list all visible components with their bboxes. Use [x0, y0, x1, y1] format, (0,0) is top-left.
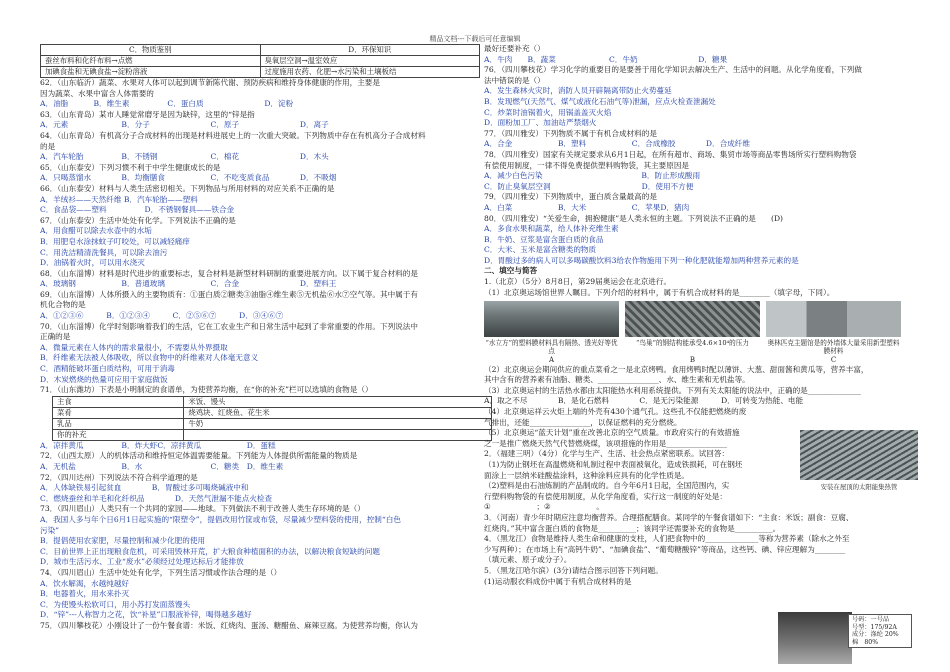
- text-line: A．微量元素在人体内的需求量很小，不需要从外界摄取: [40, 342, 228, 352]
- text-line: 机化合物的是: [40, 300, 86, 310]
- text-line: C．用洗洁精清洗餐具，可以除去油污: [40, 247, 168, 257]
- text-line: 78．（四川雅安）国家有关规定要求从6月1日起，在所有超市、商场、集贸市场等商品零售场所实行塑料购物袋: [484, 149, 857, 159]
- text-line: 红烧肉。”其中富含蛋白质的食物是__________；该同学还需要补充的食物是__________。: [484, 523, 781, 533]
- text-line: 69．（山东淄博）人体所摄入的主要物质有：①蛋白质②糖类③油脂④维生素⑤无机盐⑥水⑦空气等。其中属于有: [40, 289, 418, 299]
- text-line: A．我国人多与年个日6月1日起实施的“限塑令”，提倡改用竹筐或布袋，尽量减少塑料袋的使用，控制“白色: [40, 514, 401, 524]
- text-line: A．①②③⑥ B．①②③④ C．②⑤⑥⑦ D．③④⑥⑦: [40, 311, 284, 321]
- text-line: 气排出，还能________________，以保证燃料的充分燃烧。: [484, 417, 682, 427]
- text-line: C．目前世界上正出现粮食危机，可采用毁林开荒，扩大粮食种植面积的办法，以解决粮食短缺的问题: [40, 546, 380, 556]
- text-line: （3）北京奥运村的生活热水都由太阳能热水利用系统提供。下列有关太阳能的说法中，正确的是______________: [484, 385, 861, 395]
- table-row: [53, 407, 492, 418]
- text-line: D．城市生活污水、工业“废水”必须经过处理达标后才能排放: [40, 557, 244, 567]
- table-cell: 烧鸡块、红烧鱼、花生米: [184, 407, 492, 418]
- table-cell: 臭氧层空洞→温室效应: [260, 56, 480, 67]
- text-line: 67．（山东泰安）生活中处处有化学。下列说法不正确的是: [40, 215, 236, 225]
- text-line: C．大米、玉米是富含糖类的物质: [484, 245, 597, 255]
- table-row: [41, 67, 480, 78]
- text-line: 75．（四川攀枝花）小刚设计了一份午餐食谱：米饭、红烧肉、蛋汤、糖醋鱼、麻辣豆腐。为使营养均衡，你认为: [40, 620, 418, 630]
- photo-caption: 奥林匹克主题馆是的外墙体大量采用新型塑料膜材料: [767, 339, 900, 356]
- text-line: A．减少白色污染 B．防止形成酸雨: [484, 171, 701, 181]
- water-cube-photo: [484, 301, 619, 337]
- photo-label: C: [830, 355, 837, 364]
- text-line: 76．（四川攀枝花）学习化学的重要目的是要善于用化学知识去解决生产、生活中的问题。从化学角度看，下列做: [484, 65, 862, 75]
- text-line: 其中含有的营养素有油脂、糖类、________________、水、维生素和无机盐等。: [484, 375, 750, 385]
- left-column: [40, 44, 480, 632]
- solar-photo-caption: 安装在屋顶的太阳能集热管: [820, 483, 898, 491]
- text-line: 有偿使用制度，一律不得免费提供塑料购物袋，其主要原因是: [484, 160, 690, 170]
- text-line: 64．（山东青岛）有机高分子合成材料的出现是材料进展史上的一次重大突破。下列物质中存在有机高分子合成材料: [40, 130, 426, 140]
- text-line: 68．（山东淄博）材料是时代进步的重要标志，复合材料是新型材料研制的重要进展方向。以下属于复合材料的是: [40, 268, 418, 278]
- birds-nest-photo: [625, 301, 760, 337]
- table-cell: 牛奶: [184, 418, 492, 429]
- table-row: [53, 396, 492, 407]
- text-line: 法中错误的是（）: [484, 75, 545, 85]
- table-cell: C．物质鉴别: [41, 45, 261, 56]
- text-line: 的是: [40, 141, 56, 151]
- photo-caption: “水立方”的塑料膜材料具有隔热、透光好等优点: [485, 339, 618, 356]
- text-line: 面涂上一层纳米硅酸盐涂料，这种涂料应具有的化学性质是。: [484, 470, 690, 480]
- text-line: B．电器着火，用水来扑灭: [40, 589, 130, 599]
- photo-captions: [484, 339, 916, 355]
- table-row: [41, 56, 480, 67]
- text-line: 72．（四川达州）下列说法不符合科学道理的是: [40, 472, 198, 482]
- text-line: (1)运动服衣料成份中属于有机合成材料的是: [484, 576, 632, 586]
- text-line: 77．（四川雅安）下列物质不属于有机合成材料的是: [484, 128, 657, 138]
- table-cell: [184, 429, 492, 440]
- text-line: D．胃酸过多的病人可以多喝碳酸饮料3给农作物施用下列一种化肥就能增加两种营养元素的是: [484, 255, 799, 265]
- text-line: （填元素、原子或分子）。: [484, 555, 572, 565]
- text-line: C．燃烧蚕丝和羊毛和化纤织品 D．天然气泄漏不能点火检查: [40, 493, 273, 503]
- table-cell: 过度施用农药、化肥→水污染和土壤板结: [260, 67, 480, 78]
- text-line: A．饮水解渴，水越纯越好: [40, 578, 130, 588]
- text-line: 因为蔬菜、水果中富含人体需要的: [40, 88, 154, 98]
- text-line: 63．（山东青岛）某市人睡觉常磨牙是因为缺锌，这里的“锌是指: [40, 109, 255, 119]
- solar-collector-photo: [800, 430, 918, 480]
- text-line: B．牛奶、豆浆是富含蛋白质的食品: [484, 234, 604, 244]
- card-line: 棉 80%: [852, 638, 879, 646]
- photo-caption: “鸟巢”的钢结构能承受4.6×10⁴的压力: [636, 339, 749, 348]
- text-line: A．牛肉 B．蔬菜 C．牛奶 D．糖果: [484, 54, 728, 64]
- table-cell: 加碘食盐和无碘食盐→淀粉溶液: [41, 67, 261, 78]
- text-line: A．只喝蒸馏水 B．均衡膳食 C．不吃变质食品 D．不吸烟: [40, 173, 337, 183]
- table-row: [41, 45, 480, 56]
- text-line: B．提倡使用农家肥，尽量控制和减少化肥的使用: [40, 536, 206, 546]
- text-line: A．用食醋可以除去水壶中的水垢: [40, 226, 152, 236]
- text-line: A．白菜 B．大米 C．苹果D．猪肉: [484, 202, 690, 212]
- text-line: A．取之不尽 B．是化石燃料 C．是无污染能源 D．可转变为热能、电能: [484, 396, 804, 406]
- menu-table: [52, 396, 492, 441]
- table-cell: 乳品: [53, 418, 184, 429]
- page-header: 精品文档---下载后可任意编辑: [429, 35, 521, 43]
- text-line: 3．（河南）青少年时期应注意均衡营养。合理搭配膳食。某同学的午餐食谱如下：“主食：米饭；副食：豆腐、: [484, 512, 854, 522]
- text-line: A．人体缺铁易引起贫血 B．胃酸过多可喝烧碱液中和: [40, 483, 249, 493]
- text-line: 少写两种）；在市场上有“高钙牛奶”、“加碘食盐”、“葡萄糖酸锌”等商品，这些钙、碘、锌应理解为________: [484, 544, 846, 554]
- question-list: [484, 44, 916, 266]
- text-line: A．无机盐 B．水 C．糖类 D．维生素: [40, 462, 284, 471]
- text-line: （4）北京奥运祥云火炬上端的外壳有430个通气孔。这些孔不仅能把燃烧的废: [484, 407, 747, 417]
- text-line: 4．（黑龙江）食物是维持人类生命和健康的支柱，人们把食物中的______________等称为营养素（除水之外至: [484, 534, 850, 544]
- text-line: 80．（四川雅安）“关爱生命，拥抱健康”是人类永恒的主题。下列说法不正确的是 (D): [484, 213, 784, 223]
- athlete-photo: [778, 612, 852, 664]
- table-cell: 菜肴: [53, 407, 184, 418]
- text-line: B．纤维素无法被人体吸收，所以食物中的纤维素对人体毫无意义: [40, 353, 259, 363]
- table-row: [53, 418, 492, 429]
- fill-question-list: [484, 277, 916, 298]
- text-line: （5）北京奥运“蓝天计划”重在改善北京的空气质量。市政府实行的有效措施: [484, 428, 740, 438]
- theme-hall-photo: [766, 301, 901, 337]
- section-title: 二、填空与简答: [484, 266, 538, 276]
- text-line: 污染”: [40, 525, 60, 535]
- text-line: 62．（山东临沂）蔬菜、水果对人体可以起到调节新陈代谢、预防疾病和维持身体健康的作用，主要是: [40, 78, 380, 87]
- text-line: A．合金 B．塑料 C．合成橡胶 D．合成纤维: [484, 139, 750, 149]
- text-line: A．元素 B．分子 C．原子 D．离子: [40, 120, 329, 130]
- text-line: （2）北京奥运会期间供应的重点菜肴之一是北京烤鸭。食用烤鸭时配以薄饼、大葱、甜面酱和黄瓜等，营养丰富，: [484, 364, 869, 374]
- table-cell: 主食: [53, 396, 184, 407]
- text-line: B．用肥皂水涂抹蚊子叮咬处，可以减轻痛痒: [40, 236, 190, 246]
- text-line: 5．（黑龙江哈尔滨）(3分)请结合图示回答下列问题。: [484, 565, 663, 575]
- text-line: ① ；② 。: [484, 502, 604, 512]
- text-line: C．炒菜时油锅着火，用锅盖盖灭火焰: [484, 107, 612, 117]
- text-line: A．汽车轮胎 B．不锈钢 C．棉花 D．木头: [40, 152, 329, 162]
- text-line: A．凉拌黄瓜 B．炸大虾C．凉拌黄瓜 D．蛋糕: [40, 440, 276, 450]
- text-line: 70．（山东淄博）化学时刻影响着我们的生活，它在工农业生产和日常生活中起到了非常重要的作用。下列说法中: [40, 321, 418, 331]
- text-line: 正确的是: [40, 332, 71, 342]
- text-line: 71．（山东潍坊）下表是小明制定的食谱单，为使营养均衡，在“你的补充”栏可以选填的食物是（）: [40, 385, 373, 395]
- photo-label: B: [689, 355, 696, 364]
- table-row: [53, 429, 492, 440]
- text-line: A．发生森林火灾时，消防人员开辟隔离带防止火势蔓延: [484, 86, 672, 96]
- text-line: （1）北京奥运场馆世界人瞩目。下列介绍的材料中，属于有机合成材料的是________（填字母，下同）。: [484, 287, 835, 297]
- text-line: D．“锌”---人称智力之花，饮“补星”口服液补锌，喝得越多越好: [40, 610, 252, 620]
- question-list: [40, 78, 480, 396]
- card-line: 成分：涤纶 20%: [852, 631, 899, 639]
- table-cell: D．环保知识: [260, 45, 480, 56]
- photo-labels: [484, 356, 916, 365]
- text-line: 66．（山东泰安）材料与人类生活密切相关。下列物品与所用材料的对应关系不正确的是: [40, 183, 335, 193]
- card-line: 号码：一号品: [852, 616, 890, 623]
- text-line: A．玻璃钢 B．普通玻璃 C．合金 D．塑料王: [40, 279, 337, 289]
- text-line: C．防止臭氧层空洞 D．使用不方便: [484, 181, 694, 191]
- table-cell: 蚕丝布料和化纤布料→点燃: [41, 56, 261, 67]
- text-line: D．油锅着火时，可以用水浇灭: [40, 258, 145, 268]
- knowledge-table: [40, 44, 480, 78]
- text-line: 65．（山东泰安）下列习惯不利于中学生健康成长的是: [40, 162, 221, 172]
- right-column: [484, 44, 916, 587]
- text-line: D．面粉加工厂、加油站严禁烟火: [484, 118, 597, 128]
- clothing-label-card: [848, 614, 912, 648]
- table-cell: 你的补充: [53, 429, 184, 440]
- text-line: 79．（四川雅安）下列物质中，蛋白质含量最高的是: [484, 192, 657, 202]
- text-line: C．为使馒头松软可口，用小苏打发面蒸馒头: [40, 599, 191, 609]
- text-line: D．木炭燃烧的热量可应用于家庭做饭: [40, 374, 168, 384]
- text-line: A．油脂 B．维生素 C．蛋白质 D．淀粉: [40, 99, 294, 109]
- text-line: 最好还要补充（）: [484, 44, 545, 53]
- photo-label: A: [548, 355, 555, 364]
- text-line: 行塑料购物袋的有偿使用制度，从化学角度看，实行这一制度的好处是：: [484, 491, 727, 501]
- text-line: 1.（北京）（5分）8月8日，第29届奥运会在北京进行。: [484, 277, 672, 287]
- venue-photos: [484, 301, 916, 337]
- text-line: 之一是推广燃烧天然气代替燃烧煤，该项措施的作用是________________: [484, 438, 727, 448]
- text-line: A．羊绒衫——天然纤维 B．汽车轮胎——塑料: [40, 194, 198, 204]
- text-line: C．食品袋——塑料 D．不锈钢餐具——铁合金: [40, 205, 235, 215]
- card-line: 号型：175/92A: [852, 623, 897, 631]
- text-line: 74．（四川眉山）生活中处处有化学，下列生活习惯或作法合理的是（）: [40, 567, 282, 577]
- text-line: A．多食水果和蔬菜，给人体补充维生素: [484, 224, 619, 234]
- table-cell: 米饭、馒头: [184, 396, 492, 407]
- text-line: 73．（四川眉山）人类只有一个共同的家园——地球。下列做法不利于改善人类生存环境的是（）: [40, 504, 365, 514]
- text-line: 72．（山西太原）人的机体活动和维持恒定体温需要能量。下列能为人体提供所需能量的物质是: [40, 451, 358, 461]
- question-list: [40, 441, 480, 632]
- text-line: （2)塑料是由石油炼制的产品制成的。自今年6月1日起，全国范围内，实: [484, 481, 730, 491]
- text-line: B．发现燃气(天然气、煤气或液化石油气等)泄漏，应点火检查泄漏处: [484, 96, 716, 106]
- text-line: C．酒精能破坏蛋白质结构，可用于消毒: [40, 364, 175, 374]
- text-line: 2．（福建三明）（4分）化学与生产、生活、社会热点紧密联系。试回答：: [484, 449, 730, 459]
- text-line: （1)为防止钢坯在高温燃烧和轧制过程中表面被氧化，造成铁损耗，可在钢坯: [484, 460, 743, 469]
